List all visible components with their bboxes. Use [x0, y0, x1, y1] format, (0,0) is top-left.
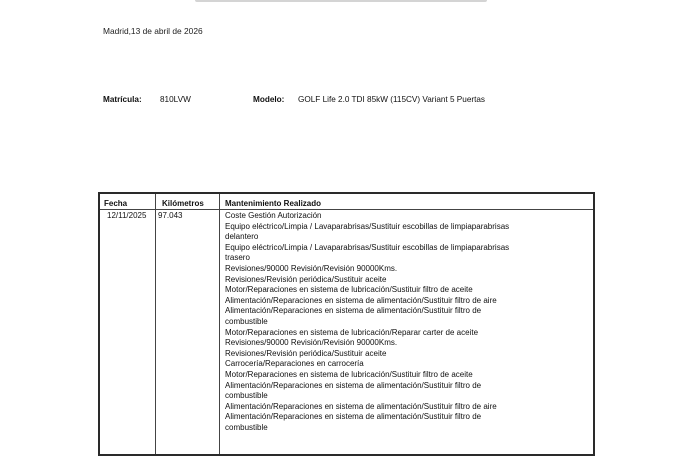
maintenance-item: Equipo eléctrico/Limpia / Lavaparabrisas/Sustituir escobillas de limpiaparabrisas trasero	[225, 242, 510, 263]
header-divider	[100, 209, 593, 210]
maintenance-item: Equipo eléctrico/Limpia / Lavaparabrisas/Sustituir escobillas de limpiaparabrisas delantero	[225, 221, 510, 242]
maintenance-item: Alimentación/Reparaciones en sistema de alimentación/Sustituir filtro de combustible	[225, 412, 482, 432]
maintenance-item: Motor/Reparaciones en sistema de lubricación/Sustituir filtro de aceite	[225, 285, 473, 295]
header-maintenance: Mantenimiento Realizado	[225, 199, 322, 208]
maintenance-item: Revisiones/Revisión periódica/Sustituir aceite	[225, 274, 387, 284]
row-km: 97.043	[158, 211, 183, 220]
maintenance-item: Motor/Reparaciones en sistema de lubricación/Reparar carter de aceite	[225, 327, 479, 337]
model-value: GOLF Life 2.0 TDI 85kW (115CV) Variant 5 Puertas	[298, 95, 486, 104]
document-date: Madrid,13 de abril de 2026	[103, 26, 203, 36]
row-date: 12/11/2025	[107, 211, 147, 220]
maintenance-items	[225, 211, 590, 433]
column-divider-1	[155, 194, 156, 454]
maintenance-item: Carrocería/Reparaciones en carrocería	[225, 359, 364, 369]
maintenance-item: Motor/Reparaciones en sistema de lubricación/Sustituir filtro de aceite	[225, 369, 473, 379]
header-km: Kilómetros	[162, 199, 204, 208]
plate-label: Matrícula:	[103, 95, 142, 104]
maintenance-item: Alimentación/Reparaciones en sistema de alimentación/Sustituir filtro de combustible	[225, 380, 482, 401]
maintenance-item: Alimentación/Reparaciones en sistema de alimentación/Sustituir filtro de aire	[225, 295, 497, 305]
cropped-header-remnant	[195, 0, 487, 2]
maintenance-item: Coste Gestión Autorización	[225, 211, 322, 220]
maintenance-item: Alimentación/Reparaciones en sistema de alimentación/Sustituir filtro de combustible	[225, 306, 482, 326]
maintenance-item: Alimentación/Reparaciones en sistema de alimentación/Sustituir filtro de aire	[225, 401, 497, 411]
model-label: Modelo:	[253, 95, 285, 104]
header-date: Fecha	[104, 199, 128, 208]
plate-value: 810LVW	[160, 95, 191, 104]
column-divider-2	[219, 194, 220, 454]
maintenance-item: Revisiones/90000 Revisión/Revisión 90000Kms.	[225, 263, 398, 273]
maintenance-item: Revisiones/90000 Revisión/Revisión 90000Kms.	[225, 338, 398, 348]
maintenance-table	[98, 192, 595, 456]
maintenance-item: Revisiones/Revisión periódica/Sustituir aceite	[225, 348, 387, 358]
